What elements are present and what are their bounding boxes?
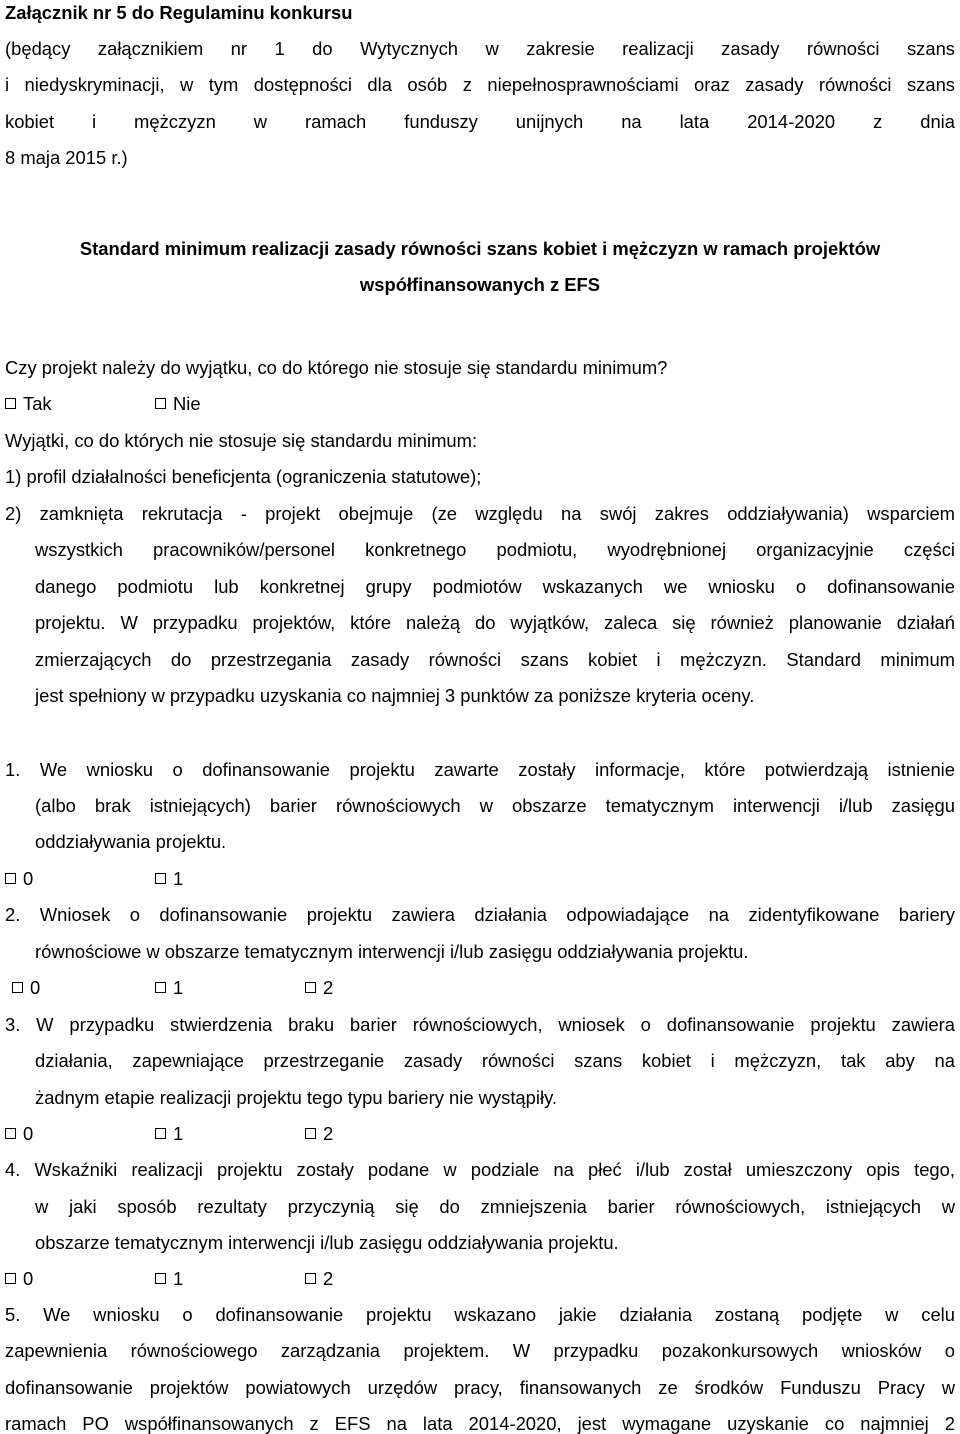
criterion-5: 5. We wniosku o dofinansowanie projektu wskazano jakie działania zostaną podjęte w celu (5, 1304, 955, 1325)
criterion-3: 3. W przypadku stwierdzenia braku barier równościowych, wniosek o dofinansowanie projektu zawiera (5, 1014, 955, 1035)
checkbox[interactable] (155, 982, 166, 993)
criterion-1: 1. We wniosku o dofinansowanie projektu zawarte zostały informacje, które potwierdzają istnienie (5, 759, 955, 780)
criterion-2: 2. Wniosek o dofinansowanie projektu zawiera działania odpowiadające na zidentyfikowane bariery (5, 904, 955, 925)
option-nie[interactable]: Nie (155, 395, 201, 413)
standard-title: współfinansowanych z EFS (359, 274, 601, 295)
criterion-1-line: (albo brak istniejących) barier równościowych w obszarze tematycznym interwencji i/lub zasięgu (35, 795, 955, 816)
score-option[interactable]: 0 (5, 1125, 33, 1143)
score-option[interactable]: 0 (5, 870, 33, 888)
checkbox[interactable] (155, 873, 166, 884)
score-option[interactable]: 0 (5, 1270, 33, 1288)
criterion-1-line: oddziaływania projektu. (35, 831, 227, 852)
criterion-5-line: zapewnienia równościowego zarządzania projektem. W przypadku pozakonkursowych wniosków o (5, 1340, 955, 1361)
criterion-4-line: obszarze tematycznym interwencji i/lub zasięgu oddziaływania projektu. (35, 1232, 619, 1253)
option-tak[interactable]: Tak (5, 395, 52, 413)
criterion-4: 4. Wskaźniki realizacji projektu zostały podane w podziale na płeć i/lub został umieszczony opis tego, (5, 1159, 955, 1180)
score-option[interactable]: 2 (305, 979, 333, 997)
intro-line: kobiet i mężczyzn w ramach funduszy unijnych na lata 2014-2020 z dnia (5, 111, 955, 132)
checkbox[interactable] (155, 1128, 166, 1139)
exception-item-line: zmierzających do przestrzegania zasady równości szans kobiet i mężczyzn. Standard minimum (35, 649, 955, 670)
exception-item-line: danego podmiotu lub konkretnej grupy podmiotów wskazanych we wniosku o dofinansowanie (35, 576, 955, 597)
criterion-3-line: żadnym etapie realizacji projektu tego typu bariery nie wystąpiły. (35, 1087, 558, 1108)
checkbox[interactable] (5, 1273, 16, 1284)
score-option[interactable]: 1 (155, 870, 183, 888)
checkbox[interactable] (5, 873, 16, 884)
checkbox[interactable] (305, 982, 316, 993)
criterion-5-line: ramach PO współfinansowanych z EFS na lata 2014-2020, jest wymagane uzyskanie co najmniej 2 (5, 1413, 955, 1434)
checkbox[interactable] (5, 1128, 16, 1139)
exception-item-line: wszystkich pracowników/personel konkretnego podmiotu, wyodrębnionej organizacyjnie części (35, 539, 955, 560)
score-option[interactable]: 1 (155, 1125, 183, 1143)
checkbox[interactable] (12, 982, 23, 993)
checkbox[interactable] (305, 1273, 316, 1284)
standard-title: Standard minimum realizacji zasady równości szans kobiet i mężczyzn w ramach projektów (79, 238, 881, 259)
score-option[interactable]: 1 (155, 979, 183, 997)
score-option[interactable]: 2 (305, 1125, 333, 1143)
exception-question: Czy projekt należy do wyjątku, co do którego nie stosuje się standardu minimum? (5, 357, 668, 378)
criterion-3-line: działania, zapewniające przestrzeganie zasady równości szans kobiet i mężczyzn, tak aby na (35, 1050, 955, 1071)
intro-line: (będący załącznikiem nr 1 do Wytycznych w zakresie realizacji zasady równości szans (5, 38, 955, 59)
exceptions-label: Wyjątki, co do których nie stosuje się standardu minimum: (5, 430, 478, 451)
criterion-4-line: w jaki sposób rezultaty przyczynią się do zmniejszenia barier równościowych, istniejących w (35, 1196, 955, 1217)
checkbox[interactable] (155, 1273, 166, 1284)
checkbox[interactable] (155, 398, 166, 409)
intro-line: 8 maja 2015 r.) (5, 147, 128, 168)
intro-line: i niedyskryminacji, w tym dostępności dla osób z niepełnosprawnościami oraz zasady równości szans (5, 74, 955, 95)
exception-item-line: projektu. W przypadku projektów, które należą do wyjątków, zaleca się również planowanie działań (35, 612, 955, 633)
score-option[interactable]: 0 (12, 979, 40, 997)
attachment-heading: Załącznik nr 5 do Regulaminu konkursu (5, 2, 353, 23)
criterion-5-line: dofinansowanie projektów powiatowych urzędów pracy, finansowanych ze środków Funduszu Pracy w (5, 1377, 955, 1398)
score-option[interactable]: 2 (305, 1270, 333, 1288)
score-option[interactable]: 1 (155, 1270, 183, 1288)
exception-item-line: jest spełniony w przypadku uzyskania co najmniej 3 punktów za poniższe kryteria oceny. (35, 685, 755, 706)
exception-item: 1) profil działalności beneficjenta (ograniczenia statutowe); (5, 466, 482, 487)
criterion-2-line: równościowe w obszarze tematycznym interwencji i/lub zasięgu oddziaływania projektu. (35, 941, 749, 962)
checkbox[interactable] (5, 398, 16, 409)
checkbox[interactable] (305, 1128, 316, 1139)
exception-item: 2) zamknięta rekrutacja - projekt obejmuje (ze względu na swój zakres oddziaływania) wsparciem (5, 503, 955, 524)
